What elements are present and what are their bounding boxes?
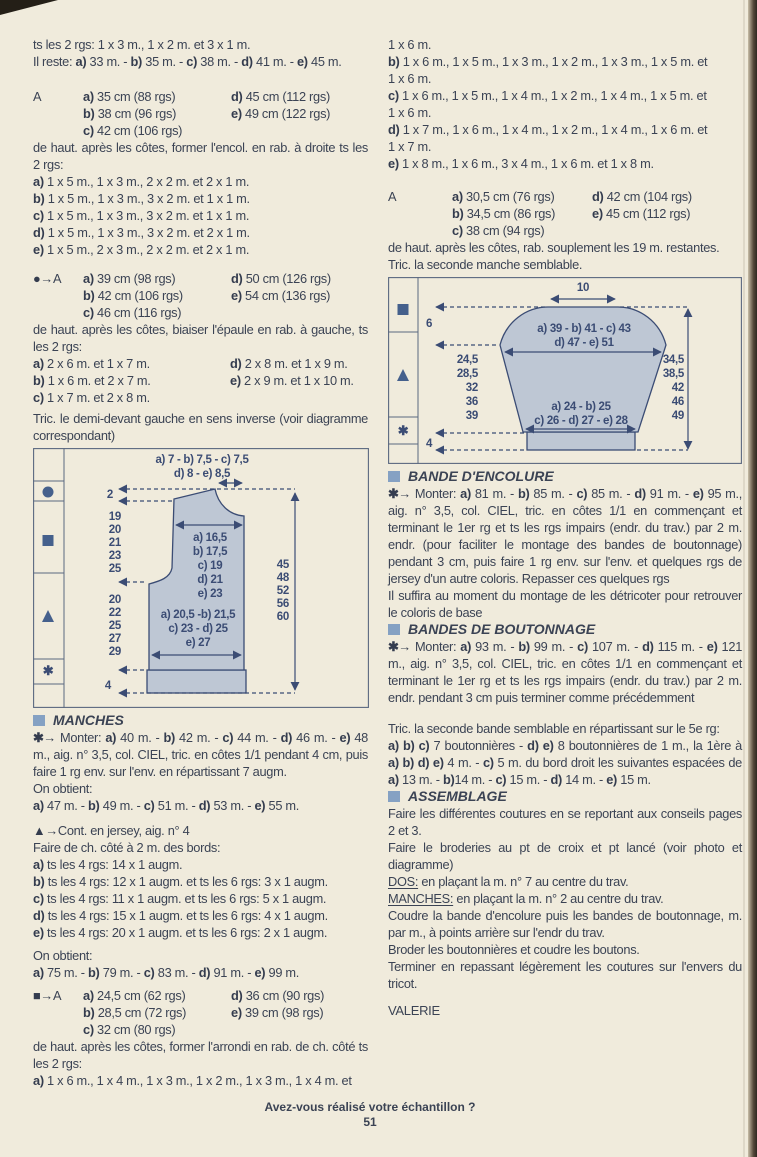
size-cell: d) 45 cm (112 rgs): [231, 89, 330, 104]
size-table-marker: A: [33, 89, 42, 104]
upper-width: d) 21: [197, 574, 223, 586]
row-count: 20: [108, 524, 121, 536]
instruction-line: d) ts les 4 rgs: 15 x 1 augm. et ts les 6 rgs: 4 x 1 augm.: [33, 908, 328, 923]
instruction-line: b) 1 x 5 m., 1 x 3 m., 3 x 2 m. et 1 x 1 m.: [33, 191, 250, 206]
size-table-A: [33, 88, 368, 139]
ribbing-band-shape: [147, 670, 246, 693]
section-bullet-icon: [388, 791, 400, 802]
wrist-width: a) 24 - b) 25: [551, 401, 611, 413]
instruction-line: ts les 2 rgs: 1 x 3 m., 1 x 2 m. et 3 x 1 m.: [33, 37, 251, 52]
paragraph-boutonnage: ✱→ Monter: a) 93 m. - b) 99 m. - c) 107 m. - d) 115 m. - e) 121 m., aig. n° 3,5, col. CIEL, tric. en côtes 1/1 en commençant et terminant le 1er rg et ts les rgs impairs (endr. du trav.) par 2 m. endr. pendant 3 cm puis terminer comme précédemment: [388, 639, 743, 705]
assembly-line: MANCHES: en plaçant la m. n° 2 au centre du trav.: [388, 891, 664, 906]
size-cell: e) 45 cm (112 rgs): [592, 206, 691, 221]
instruction-line: e) ts les 4 rgs: 20 x 1 augm. et ts les 6 rgs: 2 x 1 augm.: [33, 925, 328, 940]
sleeve-length: 24,5: [456, 354, 478, 366]
scan-corner-shadow: [0, 0, 58, 15]
page-footer: [0, 1100, 740, 1130]
total-height: 34,5: [662, 354, 684, 366]
size-table-marker: ■→A: [33, 988, 62, 1003]
paragraph-arrondi: de haut. après les côtes, former l'arrondi en rab. de ch. côté ts les 2 rgs:: [33, 1039, 368, 1071]
size-cell: c) 46 cm (116 rgs): [83, 305, 182, 320]
size-table-col1: [83, 88, 231, 139]
paragraph-rabattre: de haut. après les côtes, rab. souplement les 19 m. restantes.: [388, 240, 720, 255]
instruction-line: On obtient:: [33, 948, 93, 963]
front-piece-diagram: [33, 448, 368, 712]
cap-width: a) 39 - b) 41 - c) 43: [537, 323, 631, 335]
size-cell: e) 54 cm (136 rgs): [231, 288, 331, 303]
left-column: [33, 36, 368, 1089]
section-title-manches: [33, 712, 368, 729]
instruction-line: a) 47 m. - b) 49 m. - c) 51 m. - d) 53 m. - e) 55 m.: [33, 798, 300, 813]
assembly-line: Coudre la bande d'encolure puis les bandes de boutonnage, m. par m., à points arrière sur l'endr du trav.: [388, 908, 742, 940]
instruction-line: e) 2 x 9 m. et 1 x 10 m.: [230, 373, 354, 388]
size-cell: b) 38 cm (96 rgs): [83, 106, 177, 121]
instruction-line: On obtient:: [33, 781, 93, 796]
size-cell: e) 49 cm (122 rgs): [231, 106, 331, 121]
size-cell: c) 32 cm (80 rgs): [83, 1022, 176, 1037]
instruction-line: e) 1 x 8 m., 1 x 6 m., 3 x 4 m., 1 x 6 m. et 1 x 8 m.: [388, 156, 654, 171]
size-cell: a) 35 cm (88 rgs): [83, 89, 176, 104]
size-cell: a) 39 cm (98 rgs): [83, 271, 176, 286]
instruction-line: b) 1 x 6 m. et 2 x 7 m.: [33, 373, 151, 388]
size-cell: e) 39 cm (98 rgs): [231, 1005, 324, 1020]
sleeve-top-width: 10: [576, 282, 590, 294]
size-table-circle-A: [33, 270, 368, 321]
size-table-square-A: [33, 987, 368, 1038]
instruction-line: b) ts les 4 rgs: 12 x 1 augm. et ts les 6 rgs: 3 x 1 augm.: [33, 874, 328, 889]
upper-width: e) 23: [197, 588, 223, 600]
instruction-line: d) 2 x 8 m. et 1 x 9 m.: [230, 356, 348, 371]
upper-width: a) 16,5: [193, 532, 227, 544]
total-height: 56: [276, 598, 289, 610]
instruction-line: Faire de ch. côté à 2 m. des bords:: [33, 840, 221, 855]
size-table-A-sleeve: [388, 188, 742, 239]
asterisk-marker-icon: ✱: [397, 423, 409, 438]
size-cell: c) 42 cm (106 rgs): [83, 123, 183, 138]
size-cell: d) 42 cm (104 rgs): [592, 189, 692, 204]
cuff-height: 4: [426, 438, 433, 450]
instruction-line: 1 x 6 m.: [388, 71, 432, 86]
section-title-text: ASSEMBLAGE: [408, 788, 507, 804]
row-count: 27: [108, 633, 121, 645]
designer-signature: VALERIE: [388, 1003, 440, 1018]
instruction-line: 1 x 7 m.: [388, 139, 432, 154]
paper-crease: [743, 0, 745, 1157]
lower-width: c) 23 - d) 25: [168, 623, 228, 635]
section-title-encolure: [388, 468, 742, 485]
row-count: 22: [108, 607, 121, 619]
measure-2: 2: [106, 489, 113, 501]
asterisk-marker-icon: ✱: [42, 663, 54, 678]
section-title-text: BANDE D'ENCOLURE: [408, 468, 554, 484]
col2: [230, 355, 368, 406]
instruction-line: Tric. la seconde manche semblable.: [388, 257, 583, 272]
sleeve-length: 28,5: [456, 368, 478, 380]
size-table-marker: A: [388, 189, 397, 204]
page-number: 51: [363, 1115, 377, 1129]
neck-width-label: a) 7 - b) 7,5 - c) 7,5: [155, 454, 249, 466]
row-count: 19: [108, 511, 121, 523]
total-height: 38,5: [662, 368, 684, 380]
instruction-line: a) 1 x 5 m., 1 x 3 m., 2 x 2 m. et 2 x 1 m.: [33, 174, 250, 189]
cuff-band-shape: [527, 432, 635, 450]
wrist-width: c) 26 - d) 27 - e) 28: [534, 415, 628, 427]
instruction-line: 1 x 6 m.: [388, 37, 432, 52]
size-cell: d) 36 cm (90 rgs): [231, 988, 325, 1003]
total-height: 52: [276, 585, 289, 597]
size-cell: d) 50 cm (126 rgs): [231, 271, 331, 286]
total-height: 45: [276, 559, 289, 571]
section-title-assemblage: [388, 788, 742, 805]
section-bullet-icon: [388, 624, 400, 635]
size-table-col1: [452, 188, 592, 239]
size-table-marker: ●→A: [33, 271, 62, 286]
paragraph-detricoter: Il suffira au moment du montage de les détricoter pour retrouver le coloris de base: [388, 588, 742, 620]
size-table-col1: [83, 270, 231, 321]
sleeve-length: 36: [465, 396, 478, 408]
size-cell: c) 38 cm (94 rgs): [452, 223, 545, 238]
size-cell: a) 30,5 cm (76 rgs): [452, 189, 555, 204]
total-height: 60: [276, 611, 289, 623]
instruction-line: c) 1 x 5 m., 1 x 3 m., 3 x 2 m. et 1 x 1 m.: [33, 208, 250, 223]
row-count: 23: [108, 550, 121, 562]
square-marker-icon: [398, 304, 409, 315]
instruction-line: c) 1 x 6 m., 1 x 5 m., 1 x 4 m., 1 x 2 m., 1 x 4 m., 1 x 5 m. et: [388, 88, 707, 103]
total-height: 49: [671, 410, 684, 422]
instruction-line: e) 1 x 5 m., 2 x 3 m., 2 x 2 m. et 2 x 1 m.: [33, 242, 250, 257]
square-marker-icon: [43, 535, 54, 546]
lower-width: a) 20,5 -b) 21,5: [160, 609, 236, 621]
instruction-line: a) ts les 4 rgs: 14 x 1 augm.: [33, 857, 183, 872]
triangle-marker-icon: [42, 610, 54, 622]
instruction-line: c) 1 x 7 m. et 2 x 8 m.: [33, 390, 150, 405]
section-bullet-icon: [388, 471, 400, 482]
triangle-marker-icon: [397, 369, 409, 381]
section-title-boutonnage: [388, 621, 742, 638]
assembly-line: Broder les boutonnières et coudre les boutons.: [388, 942, 640, 957]
paragraph-epaule: de haut. après les côtes, biaiser l'épaule en rab. à gauche, ts les 2 rgs:: [33, 322, 368, 354]
size-table-col2: [592, 188, 742, 239]
cap-width: d) 47 - e) 51: [554, 337, 614, 349]
size-table-col2: [231, 270, 368, 321]
total-height: 46: [671, 396, 684, 408]
instruction-line: a) 75 m. - b) 79 m. - c) 83 m. - d) 91 m. - e) 99 m.: [33, 965, 300, 980]
sleeve-length: 32: [465, 382, 478, 394]
size-table-col2: [231, 987, 368, 1038]
cap-height: 6: [426, 318, 433, 330]
shoulder-decrease-table: [33, 355, 368, 406]
paragraph-seconde-bande: Tric. la seconde bande semblable en répartissant sur le 5e rg:: [388, 721, 720, 736]
size-table-col1: [83, 987, 231, 1038]
paragraph-boutonnieres: a) b) c) 7 boutonnières - d) e) 8 boutonnières de 1 m., la 1ère à a) b) d) e) 4 m. - c) 5 m. du bord droit les suivantes espacées de a) 13 m. - b)14 m. - c) 15 m. - d) 14 m. - e) 15 m.: [388, 738, 742, 787]
circle-marker-icon: [43, 487, 54, 498]
instruction-line: d) 1 x 5 m., 1 x 3 m., 3 x 2 m. et 2 x 1 m.: [33, 225, 250, 240]
paragraph-manches: ✱→ Monter: a) 40 m. - b) 42 m. - c) 44 m. - d) 46 m. - e) 48 m., aig. n° 3,5, col. CIEL, tric. en côtes 1/1 pendant 4 cm, puis faire 1 rg env. sur l'env. en répartissant 7 augm.: [33, 730, 368, 779]
section-title-text: BANDES DE BOUTONNAGE: [408, 621, 596, 637]
section-bullet-icon: [33, 715, 45, 726]
scan-edge-shadow: [748, 0, 757, 1157]
upper-width: c) 19: [197, 560, 223, 572]
section-title-text: MANCHES: [53, 712, 124, 728]
instruction-line: ▲→Cont. en jersey, aig. n° 4: [33, 823, 190, 838]
paragraph-demi-devant: Tric. le demi-devant gauche en sens inverse (voir diagramme correspondant): [33, 411, 368, 443]
row-count: 20: [108, 594, 121, 606]
assembly-line: Faire les différentes coutures en se reportant aux conseils pages 2 et 3.: [388, 806, 742, 838]
instruction-line: d) 1 x 7 m., 1 x 6 m., 1 x 4 m., 1 x 2 m., 1 x 4 m., 1 x 6 m. et: [388, 122, 708, 137]
sleeve-length: 39: [465, 410, 478, 422]
size-cell: b) 34,5 cm (86 rgs): [452, 206, 556, 221]
row-count: 25: [108, 563, 121, 575]
size-cell: b) 28,5 cm (72 rgs): [83, 1005, 187, 1020]
size-cell: b) 42 cm (106 rgs): [83, 288, 183, 303]
total-height: 48: [276, 572, 289, 584]
instruction-line: b) 1 x 6 m., 1 x 5 m., 1 x 3 m., 1 x 2 m., 1 x 3 m., 1 x 5 m. et: [388, 54, 708, 69]
assembly-line: Terminer en repassant légèrement les coutures sur l'envers du tricot.: [388, 959, 742, 991]
assembly-line: Faire le broderies au pt de croix et pt lancé (voir photo et diagramme): [388, 840, 742, 872]
lower-width: e) 27: [185, 637, 211, 649]
row-count: 29: [108, 646, 121, 658]
right-column: [388, 36, 742, 1019]
instruction-line: Il reste: a) 33 m. - b) 35 m. - c) 38 m. - d) 41 m. - e) 45 m.: [33, 54, 342, 69]
instruction-line: c) ts les 4 rgs: 11 x 1 augm. et ts les 6 rgs: 5 x 1 augm.: [33, 891, 327, 906]
row-count: 25: [108, 620, 121, 632]
size-cell: a) 24,5 cm (62 rgs): [83, 988, 186, 1003]
footer-question: Avez-vous réalisé votre échantillon ?: [264, 1100, 476, 1114]
sleeve-diagram: [388, 277, 742, 468]
instruction-line: a) 2 x 6 m. et 1 x 7 m.: [33, 356, 150, 371]
row-count: 21: [108, 537, 121, 549]
assembly-line: DOS: en plaçant la m. n° 7 au centre du trav.: [388, 874, 629, 889]
instruction-line: 1 x 6 m.: [388, 105, 432, 120]
neck-width-label: d) 8 - e) 8,5: [173, 468, 231, 480]
instruction-line: a) 1 x 6 m., 1 x 4 m., 1 x 3 m., 1 x 2 m., 1 x 3 m., 1 x 4 m. et: [33, 1073, 352, 1088]
ribbing-height: 4: [104, 680, 111, 692]
col1: [33, 355, 230, 406]
total-height: 42: [671, 382, 684, 394]
size-table-col2: [231, 88, 368, 139]
paragraph-encolure: de haut. après les côtes, former l'encol. en rab. à droite ts les 2 rgs:: [33, 140, 368, 172]
upper-width: b) 17,5: [192, 546, 228, 558]
paragraph-encolure-band: ✱→ Monter: a) 81 m. - b) 85 m. - c) 85 m. - d) 91 m. - e) 95 m., aig. n° 3,5, col. CIEL, tric. en côtes 1/1 en commençant et terminant le 1er rg et ts les rgs impairs (endr. du trav.) par 2 m. endr. (pour faciliter le montage des bandes de boutonnage) pendant 3 cm, puis faire 1 rg env. sur l'env. et quelques rgs de jersey d'un autre coloris. Repasser ces quelques rgs: [388, 486, 743, 586]
